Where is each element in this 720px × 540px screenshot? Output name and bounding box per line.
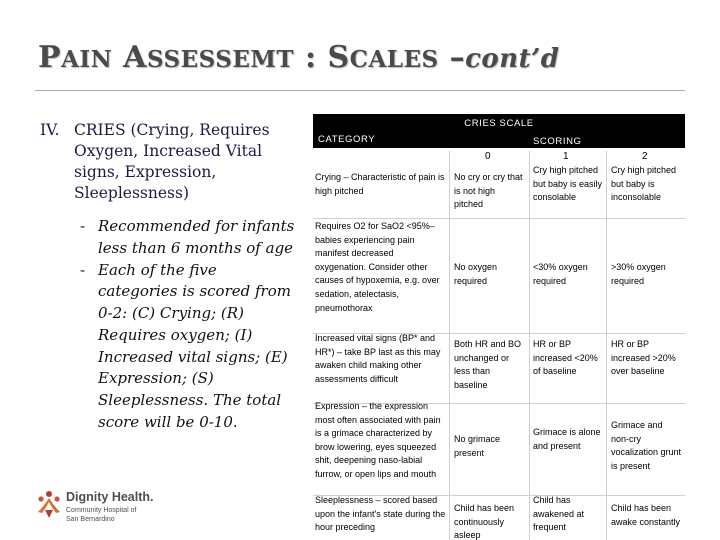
bullet-item: - Recommended for infants less than 6 months of age [80, 216, 295, 260]
table-cell-score1: Child has awakened at frequent [533, 495, 585, 533]
table-cell-score2: Grimace and non-cry vocalization grunt is present [611, 420, 682, 471]
column-divider [449, 151, 450, 540]
table-cell-category: Expression – the expression most often associated with pain is a grimace characterized by brow lowering, eyes squeezed shit, deepening naso-labial furrow, or open lips and mouth [315, 401, 441, 479]
section-heading [40, 120, 290, 204]
table-title: CRIES SCALE [313, 114, 685, 131]
bullet-item: - Each of the five categories is scored from 0-2: (C) Crying; (R) Requires oxygen; (I) Increased vital signs; (E) Expression; (S) Sleeplessness. The total score will be 0-10. [80, 260, 295, 434]
table-cell-score1: HR or BP increased <20% of baseline [533, 339, 598, 377]
dignity-health-logo [36, 488, 176, 530]
column-divider [529, 151, 530, 540]
table-header-row [313, 131, 685, 147]
scoring-header: SCORING [533, 136, 582, 147]
bullet-list [80, 216, 295, 434]
cries-scale-table [313, 114, 685, 540]
category-header: CATEGORY [318, 134, 376, 145]
score-col-1: 1 [563, 151, 569, 162]
table-cell-score2: HR or BP increased >20% over baseline [611, 339, 676, 377]
dignity-health-logo-icon [36, 490, 62, 520]
table-cell-score0: Both HR and BO unchanged or less than baseline [454, 339, 522, 390]
row-divider [313, 218, 685, 219]
column-divider [606, 151, 607, 540]
table-cell-score2: >30% oxygen required [611, 262, 666, 286]
page-title: PAIN ASSESSEMT : SCALES –cont’d [38, 40, 560, 75]
table-cell-score0: No cry or cry that is not high pitched [454, 172, 523, 210]
table-cell-category: Increased vital signs (BP* and HR*) – take BP last as this may awaken child making other assessments difficult [315, 333, 441, 384]
logo-brand-text: Dignity Health. [66, 490, 154, 504]
score-col-2: 2 [642, 151, 648, 162]
logo-subtext: Community Hospital of San Bernardino [66, 507, 137, 523]
section-heading-text: CRIES (Crying, Requires Oxygen, Increased Vital signs, Expression, Sleeplessness) [74, 120, 270, 202]
header-divider [313, 147, 685, 148]
table-cell-category: Requires O2 for SaO2 <95%– babies experiencing pain manifest decreased oxygenation. Consider other causes of hypoxemia, e.g. over sedation, atelectasis, pneumothorax [315, 221, 440, 313]
section-number: IV. [40, 121, 60, 139]
table-cell-score2: Cry high pitched but baby is inconsolable [611, 165, 677, 203]
score-col-0: 0 [485, 151, 491, 162]
table-cell-score1: Grimace is alone and present [533, 427, 601, 451]
table-cell-category: Crying – Characteristic of pain is high pitched [315, 172, 445, 196]
table-cell-score1: Cry high pitched but baby is easily consolable [533, 165, 603, 203]
table-cell-score0: No oxygen required [454, 262, 498, 286]
table-cell-score0: No grimace present [454, 434, 501, 458]
table-cell-score1: <30% oxygen required [533, 262, 588, 286]
title-divider [35, 90, 685, 91]
table-cell-category: Sleeplessness – scored based upon the infant's state during the hour preceding [315, 495, 446, 533]
table-cell-score2: Child has been awake constantly [611, 503, 681, 527]
table-cell-score0: Child has been continuously asleep [454, 503, 515, 540]
